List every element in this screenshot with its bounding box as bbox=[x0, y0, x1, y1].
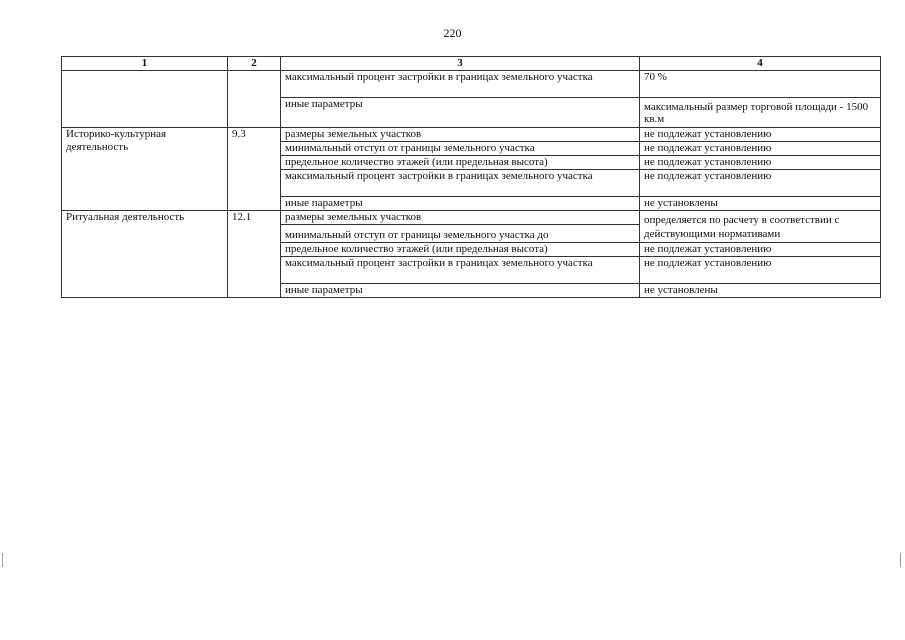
code-cell: 12.1 bbox=[228, 211, 281, 298]
parameter-cell: минимальный отступ от границы земельного участка до bbox=[281, 225, 640, 243]
code-cell bbox=[228, 71, 281, 128]
header-row bbox=[62, 57, 881, 71]
parameter-cell: максимальный процент застройки в границах земельного участка bbox=[281, 170, 640, 197]
value-cell: определяется по расчету в соответствии с действующими нормативами bbox=[640, 211, 881, 243]
parameter-cell: минимальный отступ от границы земельного участка bbox=[281, 142, 640, 156]
parameter-cell: иные параметры bbox=[281, 284, 640, 298]
column-header-1: 1 bbox=[62, 57, 228, 71]
land-use-parameters-table bbox=[61, 56, 881, 298]
table-row bbox=[62, 71, 881, 98]
category-cell bbox=[62, 71, 228, 128]
column-header-3: 3 bbox=[281, 57, 640, 71]
parameter-cell: предельное количество этажей (или предельная высота) bbox=[281, 156, 640, 170]
value-cell: не подлежат установлению bbox=[640, 257, 881, 284]
table-row bbox=[62, 211, 881, 225]
parameter-cell: максимальный процент застройки в границах земельного участка bbox=[281, 71, 640, 98]
value-cell: не установлены bbox=[640, 284, 881, 298]
parameter-cell: иные параметры bbox=[281, 98, 640, 128]
parameter-cell: иные параметры bbox=[281, 197, 640, 211]
table-row bbox=[62, 128, 881, 142]
parameter-cell: размеры земельных участков bbox=[281, 128, 640, 142]
value-cell: максимальный размер торговой площади - 1500 кв.м bbox=[640, 98, 881, 128]
category-cell: Ритуальная деятельность bbox=[62, 211, 228, 298]
parameter-cell: предельное количество этажей (или предельная высота) bbox=[281, 243, 640, 257]
parameter-cell: максимальный процент застройки в границах земельного участка bbox=[281, 257, 640, 284]
code-cell: 9.3 bbox=[228, 128, 281, 211]
value-cell: не подлежат установлению bbox=[640, 156, 881, 170]
page-number: 220 bbox=[443, 26, 462, 40]
value-cell: не установлены bbox=[640, 197, 881, 211]
column-header-2: 2 bbox=[228, 57, 281, 71]
category-cell: Историко-культурная деятельность bbox=[62, 128, 228, 211]
value-cell: не подлежат установлению bbox=[640, 170, 881, 197]
value-cell: не подлежат установлению bbox=[640, 142, 881, 156]
value-cell: не подлежат установлению bbox=[640, 128, 881, 142]
scan-mark-right bbox=[900, 553, 901, 567]
value-cell: 70 % bbox=[640, 71, 881, 98]
parameter-cell: размеры земельных участков bbox=[281, 211, 640, 225]
value-cell: не подлежат установлению bbox=[640, 243, 881, 257]
scan-mark-left bbox=[2, 553, 3, 567]
column-header-4: 4 bbox=[640, 57, 881, 71]
